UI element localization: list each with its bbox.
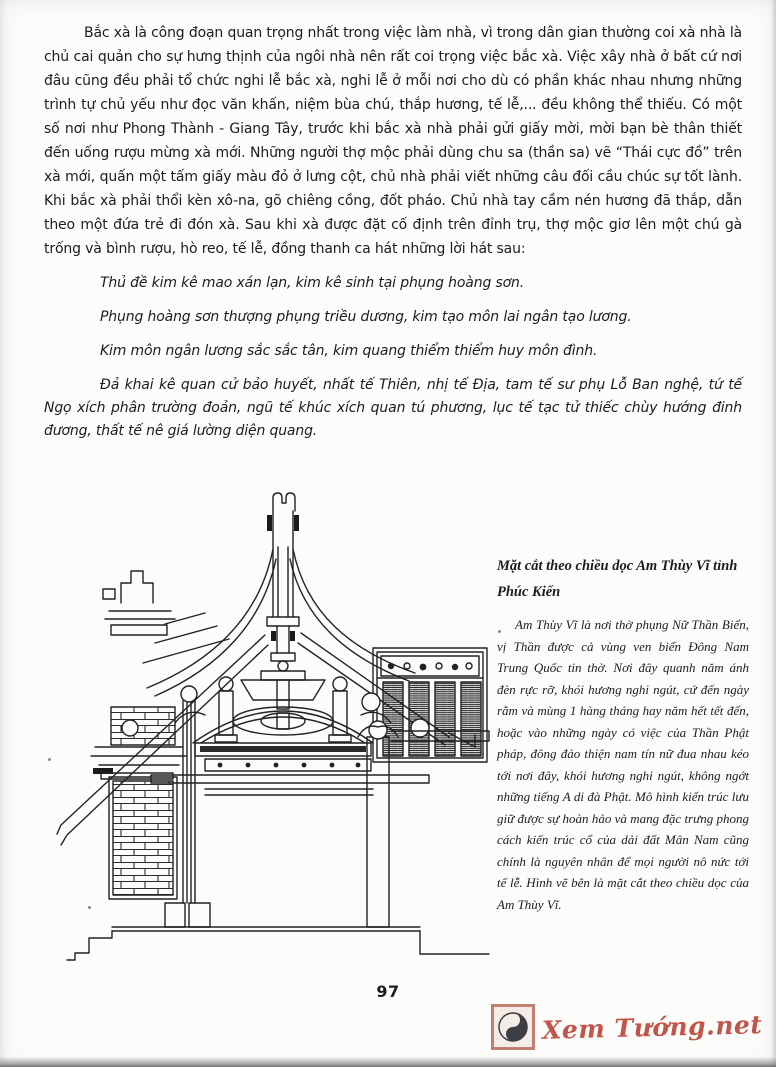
verse-line-4: Đả khai kê quan cử bảo huyết, nhất tế Thiên, nhị tế Địa, tam tế sư phụ Lỗ Ban nghệ, tứ tế Ngọ xích phân trường đoản, ngũ tế khúc xích quan tú phương, lục tế tạc tử thiếc chùy hướng đinh đương, thất tế nê giá lường diện quang. (44, 377, 742, 439)
intro-paragraph: Bắc xà là công đoạn quan trọng nhất trong việc làm nhà, vì trong dân gian thường coi xà nhà là chủ cai quản cho sự hưng thịnh của ngôi nhà nên rất coi trọng việc bắc xà. Việc xây nhà ở bất cứ nơi đâu cũng đều phải tổ chức nghi lễ bắc xà, nghi lễ ở mỗi nơi cho dù có phần khác nhau nhưng những trình tự chủ yếu như đọc văn khấn, niệm bùa chú, thắp hương, tế lễ,... đều không thể thiếu. Có một số nơi như Phong Thành - Giang Tây, trước khi bắc xà nhà phải gửi giấy mời, mời bạn bè thân thiết đến uống rượu mừng xà mới. Những người thợ mộc phải dùng chu sa (thần sa) vẽ “Thái cực đồ” trên xà mới, quấn một tấm giấy màu đỏ ở lưng cột, chủ nhà phải viết những câu đối cầu chúc sự tốt lành. Khi bắc xà phải thổi kèn xô-na, gõ chiêng cồng, đốt pháo. Chủ nhà tay cầm nén hương đã thắp, dẫn theo một đứa trẻ đi đón xà. Sau khi xà được đặt cố định trên đỉnh trụ, thợ mộc giơ lên một chú gà trống và bình rượu, hò reo, tế lễ, đồng thanh ca hát những lời hát sau: (44, 25, 742, 257)
scan-speck (88, 906, 91, 909)
yin-yang-icon (491, 1004, 535, 1050)
scan-edge-shadow-right (771, 0, 776, 1067)
verse-line-3: Kim môn ngân lương sắc sắc tân, kim quang thiểm thiểm huy môn đình. (100, 343, 598, 359)
verse-line-1: Thủ đề kim kê mao xán lạn, kim kê sinh tại phụng hoàng sơn. (100, 275, 525, 291)
verse-line-2: Phụng hoàng sơn thượng phụng triều dương, kim tạo môn lai ngân tạo lương. (100, 309, 632, 325)
watermark-text: Xem Tướng.net (541, 1009, 763, 1045)
scan-speck (498, 630, 501, 633)
body-text-block (44, 21, 742, 443)
watermark (491, 1004, 762, 1050)
scan-edge-shadow-bottom (0, 1057, 776, 1067)
figure-caption (497, 553, 749, 915)
figure-caption-body: Am Thùy Vĩ là nơi thờ phụng Nữ Thần Biển, vị Thần được cả vùng ven biển Đông Nam Trung Quốc tin thờ. Nơi đây quanh năm ánh đèn rực rỡ, khói hương nghi ngút, cứ đến ngày rằm và mùng 1 hàng tháng hay năm hết tết đến, hoặc vào những ngày có việc của Thần Phật pháp, đông đảo thiện nam tín nữ đua nhau kéo tới nơi đây, khói hương nghi ngút, không ngớt những tiếng A di đà Phật. Mô hình kiến trúc lưu giữ được sự hoàn hảo và mang đặc trưng phong cách kiến trúc cổ của dải đất Mân Nam cũng chính là nguyên nhân để mọi người nô nức tới tế lễ. Hình vẽ bên là mặt cắt theo chiều dọc của Am Thùy Vĩ. (497, 617, 749, 912)
page-number: 97 (376, 982, 400, 1001)
temple-cross-section-drawing (55, 485, 490, 965)
figure-caption-title: Mặt cắt theo chiều dọc Am Thùy Vĩ tỉnh Phúc Kiến (497, 558, 738, 600)
scan-speck (48, 758, 51, 761)
